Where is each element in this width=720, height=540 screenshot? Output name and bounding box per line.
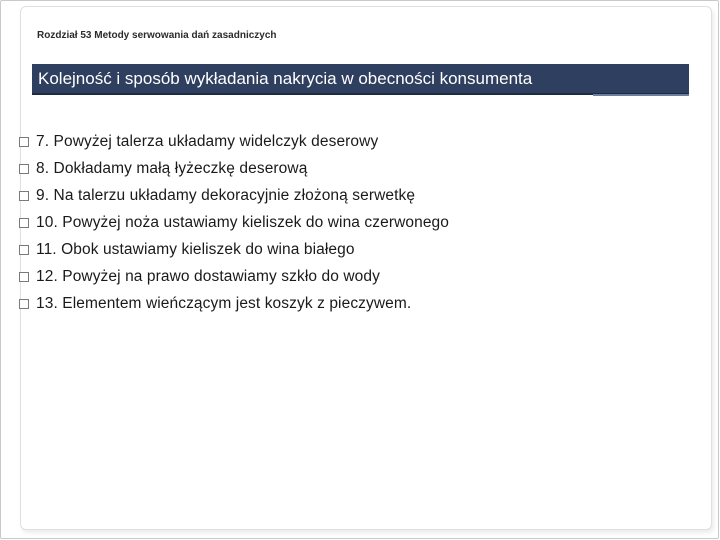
list-item-text: 12. Powyżej na prawo dostawiamy szkło do wody (36, 267, 380, 285)
checkbox-square-icon (19, 191, 29, 201)
chapter-header: Rozdział 53 Metody serwowania dań zasadniczych (37, 30, 277, 41)
list-item-text: 13. Elementem wieńczącym jest koszyk z pieczywem. (36, 294, 412, 312)
list-item (19, 182, 449, 209)
checkbox-square-icon (19, 299, 29, 309)
list-item-text: 11. Obok ustawiamy kieliszek do wina białego (36, 240, 355, 258)
list-item (19, 290, 449, 317)
checkbox-square-icon (19, 137, 29, 147)
list-item (19, 155, 449, 182)
list-item (19, 128, 449, 155)
checkbox-square-icon (19, 272, 29, 282)
checkbox-square-icon (19, 218, 29, 228)
checkbox-square-icon (19, 164, 29, 174)
bullet-list (19, 128, 449, 317)
title-banner (32, 64, 689, 95)
list-item-text: 8. Dokładamy małą łyżeczkę deserową (36, 159, 308, 177)
title-accent-line (593, 94, 689, 96)
list-item (19, 263, 449, 290)
list-item (19, 236, 449, 263)
slide-title: Kolejność i sposób wykładania nakrycia w obecności konsumenta (38, 69, 533, 88)
list-item-text: 9. Na talerzu układamy dekoracyjnie złożoną serwetkę (36, 186, 416, 204)
list-item-text: 10. Powyżej noża ustawiamy kieliszek do wina czerwonego (36, 213, 450, 231)
checkbox-square-icon (19, 245, 29, 255)
list-item (19, 209, 449, 236)
list-item-text: 7. Powyżej talerza układamy widelczyk deserowy (36, 132, 379, 150)
